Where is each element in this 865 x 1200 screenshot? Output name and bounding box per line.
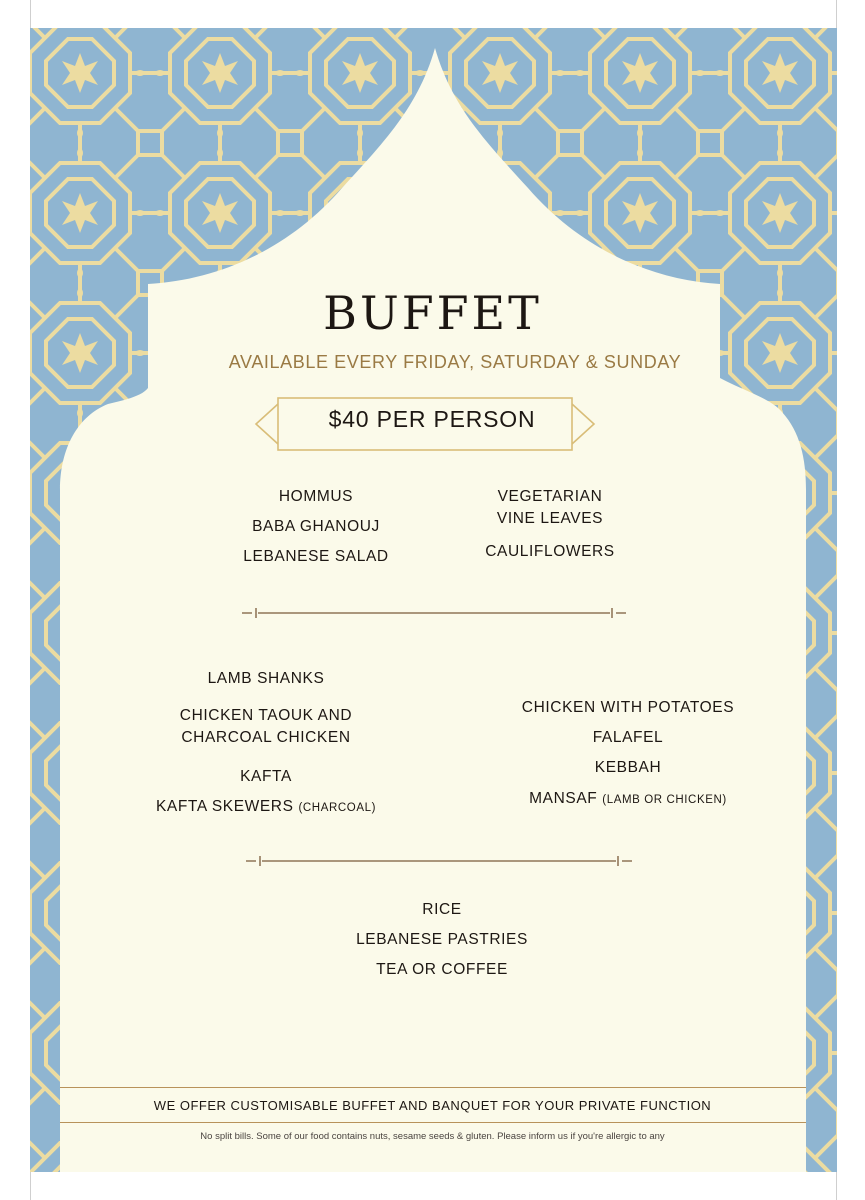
menu-item: BABA GHANOUJ — [252, 518, 380, 535]
allergy-disclaimer: No split bills. Some of our food contains nuts, sesame seeds & gluten. Please inform us if you're allergic to any — [200, 1131, 665, 1142]
availability-subtitle: AVAILABLE EVERY FRIDAY, SATURDAY & SUNDAY — [228, 352, 682, 372]
section-divider — [240, 606, 628, 620]
private-function-note: WE OFFER CUSTOMISABLE BUFFET AND BANQUET FOR YOUR PRIVATE FUNCTION — [153, 1098, 712, 1113]
menu-item: CHARCOAL CHICKEN — [181, 729, 351, 746]
menu-sheet — [30, 28, 837, 1172]
menu-item: CHICKEN TAOUK AND — [179, 707, 353, 724]
menu-item: TEA OR COFFEE — [376, 961, 508, 978]
menu-item: LEBANESE SALAD — [243, 548, 389, 565]
menu-item-note: (CHARCOAL) — [298, 802, 377, 814]
menu-item-name: KAFTA SKEWERS — [155, 798, 294, 815]
menu-item: LAMB SHANKS — [207, 670, 325, 687]
menu-item: KEBBAH — [594, 759, 662, 776]
menu-item: LEBANESE PASTRIES — [356, 931, 528, 948]
crop-mark — [836, 0, 837, 28]
menu-item-with-note — [126, 798, 406, 816]
menu-item-note: (LAMB OR CHICKEN) — [602, 794, 727, 806]
arch-panel — [30, 28, 837, 1172]
menu-item: HOMMUS — [278, 488, 354, 505]
crop-mark — [836, 1172, 837, 1200]
menu-item: FALAFEL — [592, 729, 664, 746]
crop-mark — [30, 0, 31, 28]
crop-mark — [30, 1172, 31, 1200]
footer-rule-top — [60, 1087, 806, 1088]
menu-item: VINE LEAVES — [496, 510, 604, 527]
footer-rule-bottom — [60, 1122, 806, 1123]
section-divider — [244, 854, 634, 868]
menu-item: CHICKEN WITH POTATOES — [521, 699, 735, 716]
menu-title: BUFFET — [323, 286, 542, 340]
menu-item-name: MANSAF — [529, 790, 598, 807]
menu-item: CAULIFLOWERS — [485, 543, 615, 560]
menu-item: KAFTA — [240, 768, 292, 785]
menu-item-with-note — [498, 790, 758, 808]
price-per-person: $40 PER PERSON — [328, 406, 536, 432]
menu-item: RICE — [422, 901, 462, 918]
menu-item: VEGETARIAN — [497, 488, 603, 505]
